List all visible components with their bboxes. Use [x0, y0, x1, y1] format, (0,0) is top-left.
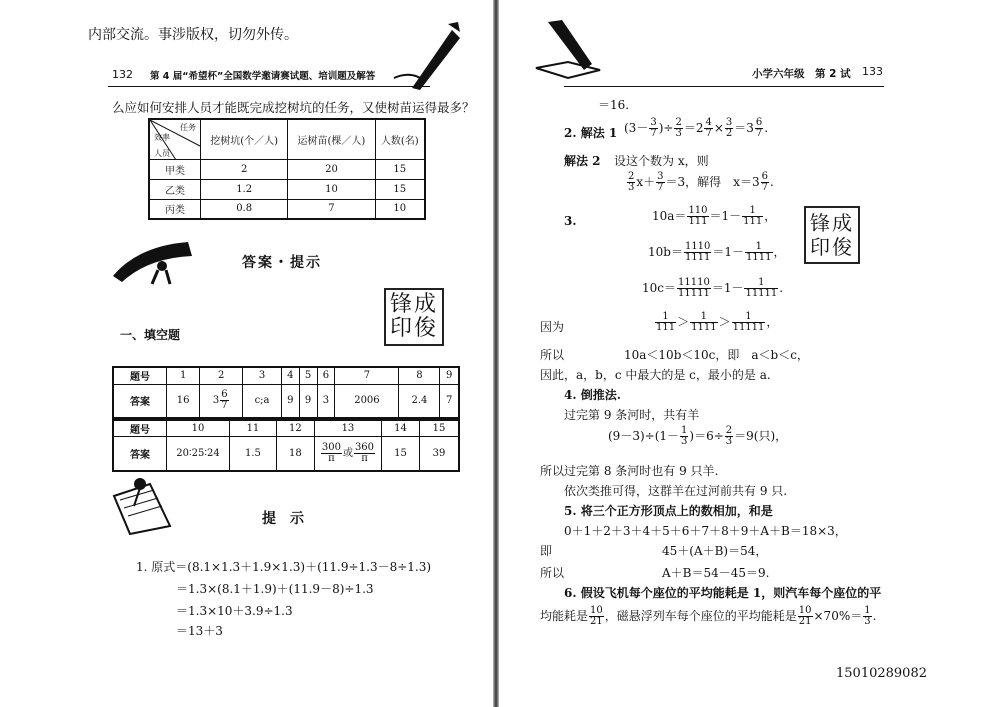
- seal-line: 锋成: [810, 211, 854, 235]
- solution-line: ＝1.3×10＋3.9÷1.3: [176, 604, 293, 618]
- table-cell: 13: [314, 420, 381, 437]
- table-cell: 16: [167, 384, 200, 418]
- frac-den: 7: [221, 400, 228, 412]
- pen-icon: [392, 20, 462, 90]
- table-cell: 6: [317, 367, 335, 384]
- scroll-banner-icon: [108, 236, 198, 286]
- frac-num: 6: [221, 389, 228, 401]
- table-row: [113, 367, 459, 384]
- text-line: 10a＜10b＜10c，即 a＜b＜c，: [624, 348, 809, 362]
- text-line: 因此，a，b，c 中最大的是 c，最小的是 a.: [540, 368, 771, 382]
- table-cell: 9: [281, 384, 299, 418]
- row-label: 甲类: [149, 159, 201, 179]
- math-text: ，磁悬浮列车每个座位的平均能耗是: [604, 609, 797, 623]
- corner-left: 人员: [154, 149, 170, 158]
- table-corner-cell: [149, 119, 201, 159]
- math-line: (9－3)÷(1－ $\frac{1}{3}$ )＝6÷ $\frac{2}{3}$ ＝9(只)，: [608, 425, 788, 447]
- row-head: 答案: [113, 437, 167, 471]
- math-line: 10a＝ $\frac{110}{111}$ ＝1－ $\frac{1}{111}$ ，: [652, 205, 777, 227]
- section-title: 一、填空题: [120, 328, 181, 342]
- row-label: 丙类: [149, 199, 201, 219]
- corner-top: 任务: [180, 123, 196, 132]
- col-header: 人数(名): [375, 119, 425, 159]
- row-head: 题号: [113, 420, 167, 437]
- page-number: 133: [862, 65, 883, 78]
- row-head: 答案: [113, 384, 167, 418]
- math-text: ＝1－: [709, 209, 742, 223]
- solution-line: ＝1.3×(8.1＋1.9)＋(11.9－8)÷1.3: [176, 582, 374, 596]
- task-table: [148, 118, 426, 220]
- math-text: ＝9(只)，: [734, 429, 788, 443]
- math-line: 10c＝ $\frac{11110}{11111}$ ＝1－ $\frac{1}{11111}$ .: [642, 277, 784, 299]
- question-label: 3.: [564, 214, 577, 228]
- table-row: [149, 159, 425, 179]
- table-cell: 9: [440, 367, 459, 384]
- math-text: 10a＝: [652, 209, 687, 223]
- seal-stamp: [804, 206, 860, 264]
- method-label: 2. 解法 1: [564, 126, 618, 140]
- table-cell: 5: [299, 367, 317, 384]
- table-cell: 3: [317, 384, 335, 418]
- text-line: 所以过完第 8 条河时也有 9 只羊.: [540, 464, 719, 478]
- table-cell: 7: [440, 384, 459, 418]
- math-line: (3－ $\frac{3}{7}$ )÷ $\frac{2}{3}$ ＝2 $\frac{4}{7}$ × $\frac{3}{2}$ ＝3 $\frac{6}{7}$ .: [624, 117, 769, 139]
- table-cell: 10: [288, 179, 375, 199]
- table-cell: 39: [420, 437, 459, 471]
- table-cell: 1: [167, 367, 200, 384]
- frac-num: 360: [354, 441, 375, 453]
- question-text: 么应如何安排人员才能既完成挖树坑的任务，又使树苗运得最多？: [112, 100, 475, 115]
- table-cell: 10: [375, 199, 425, 219]
- table-cell: [200, 384, 243, 418]
- table-row: [113, 437, 459, 471]
- col-header: 运树苗(棵／人): [288, 119, 375, 159]
- text-line: ＝16.: [598, 98, 630, 112]
- table-row: [113, 384, 459, 418]
- frac-den: π: [361, 452, 368, 464]
- table-cell: 0.8: [201, 199, 288, 219]
- row-head: 题号: [113, 367, 167, 384]
- question-label: 4. 倒推法.: [564, 388, 621, 402]
- math-line: 0＋1＋2＋3＋4＋5＋6＋7＋8＋9＋A＋B＝18×3，: [564, 524, 847, 538]
- table-cell: 15: [420, 420, 459, 437]
- table-row: [113, 420, 459, 437]
- table-cell: 15: [375, 159, 425, 179]
- left-page: [0, 0, 492, 707]
- seal-stamp: [384, 288, 444, 346]
- math-text: 10c＝: [642, 281, 676, 295]
- math-line: 均能耗是 $\frac{10}{21}$ ，磁悬浮列车每个座位的平均能耗是 $\frac{10}{21}$ ×70%＝ $\frac{1}{3}$ .: [540, 605, 877, 627]
- table-cell: 15: [375, 179, 425, 199]
- header-rule: [564, 86, 884, 87]
- table-cell: 9: [299, 384, 317, 418]
- watermark-text: 内部交流。事涉版权，切勿外传。: [88, 27, 298, 43]
- table-cell: 8: [399, 367, 440, 384]
- table-cell: 11: [230, 420, 277, 437]
- text-line: 所以: [540, 348, 565, 362]
- table-cell: 3: [243, 367, 282, 384]
- table-cell: 18: [276, 437, 314, 471]
- solution-line: 1. 原式＝(8.1×1.3＋1.9×1.3)＋(11.9÷1.3－8÷1.3): [136, 560, 432, 574]
- table-row: [149, 179, 425, 199]
- text-line: 设这个数为 x，则: [614, 154, 709, 168]
- mixed-whole: 3: [212, 395, 220, 407]
- seal-line: 印俊: [390, 316, 439, 341]
- page-number: 132: [112, 68, 133, 81]
- text-line: 因为: [540, 320, 565, 334]
- text-line: 所以: [540, 566, 565, 580]
- question-label: 6. 假设飞机每个座位的平均能耗是 1，则汽车每个座位的平: [564, 586, 882, 600]
- hints-title: 提 示: [262, 511, 304, 527]
- math-text: (9－3)÷(1－: [608, 429, 680, 443]
- math-line: $\frac{2}{3}$ x＋ $\frac{3}{7}$ ＝3，解得 x＝3 $\frac{6}{7}$ .: [628, 171, 774, 193]
- table-cell: 4: [281, 367, 299, 384]
- math-line: $\frac{1}{111}$ ＞ $\frac{1}{1111}$ ＞ $\frac{1}{11111}$ ，: [656, 311, 779, 333]
- row-label: 乙类: [149, 179, 201, 199]
- or-text: 或: [342, 447, 353, 459]
- table-cell: 2.4: [399, 384, 440, 418]
- seal-line: 锋成: [390, 292, 439, 317]
- frac-den: π: [328, 452, 335, 464]
- answer-table-bottom: [112, 419, 460, 472]
- table-cell: 15: [381, 437, 419, 471]
- table-row: [149, 199, 425, 219]
- table-cell: [314, 437, 381, 471]
- table-cell: 2006: [335, 384, 399, 418]
- corner-mid: 效率: [154, 133, 170, 142]
- page-header-title: 小学六年级 第 2 试: [752, 68, 851, 80]
- math-text: 10b＝: [648, 245, 683, 259]
- table-cell: 1.2: [201, 179, 288, 199]
- table-cell: 20∶25∶24: [167, 437, 230, 471]
- table-cell: 2: [201, 159, 288, 179]
- table-cell: 10: [167, 420, 230, 437]
- solution-line: ＝13＋3: [176, 624, 223, 638]
- phone-number: 15010289082: [836, 666, 927, 681]
- text-line: 依次类推可得，这群羊在过河前共有 9 只.: [564, 484, 788, 498]
- table-cell: c;a: [243, 384, 282, 418]
- text-line: 过完第 9 条河时，共有羊: [564, 408, 700, 422]
- table-cell: 1.5: [230, 437, 277, 471]
- math-text: ＝1－: [711, 281, 744, 295]
- frac-num: 300: [321, 441, 341, 453]
- right-page: [500, 0, 1000, 707]
- method-label: 解法 2: [564, 154, 601, 168]
- pen-book-icon: [534, 18, 604, 84]
- math-line: 45＋(A＋B)＝54，: [662, 544, 768, 558]
- book-gutter: [493, 0, 499, 707]
- table-cell: 12: [276, 420, 314, 437]
- table-cell: 2: [200, 367, 243, 384]
- answers-title: 答案・提示: [242, 255, 322, 271]
- math-text: )＝6÷: [689, 429, 724, 443]
- col-header: 挖树坑(个／人): [201, 119, 288, 159]
- math-text: ＝1－: [712, 245, 745, 259]
- math-line: 10b＝ $\frac{1110}{1111}$ ＝1－ $\frac{1}{1111}$ ，: [648, 241, 786, 263]
- text-line: 即: [540, 544, 553, 558]
- table-cell: 7: [288, 199, 375, 219]
- seal-line: 印俊: [810, 235, 854, 259]
- math-text: x＝3: [733, 175, 760, 189]
- table-cell: 7: [335, 367, 399, 384]
- table-cell: 20: [288, 159, 375, 179]
- math-text: x＋: [636, 175, 656, 189]
- pushpin-note-icon: [110, 476, 174, 536]
- table-cell: 14: [381, 420, 419, 437]
- header-rule: [108, 86, 430, 87]
- question-label: 5. 将三个正方形顶点上的数相加，和是: [564, 504, 773, 518]
- answer-table-top: [112, 366, 460, 419]
- math-text: 均能耗是: [540, 609, 589, 623]
- page-header-title: 第 4 届“希望杯”全国数学邀请赛试题、培训题及解答: [150, 71, 376, 82]
- math-text: ＝3，解得: [665, 175, 722, 189]
- math-text: ×70%＝: [813, 609, 863, 623]
- math-line: A＋B＝54－45＝9.: [662, 566, 770, 580]
